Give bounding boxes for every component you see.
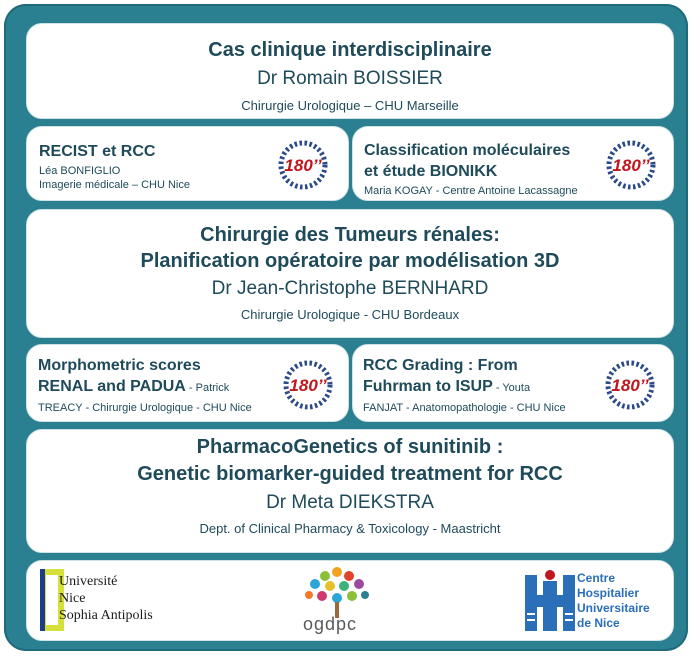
chu-line2: Hospitalier [577,586,640,600]
session-title-line2: Planification opératoire par modélisation 3D [140,250,560,272]
session-card-3d-modelling [26,209,674,338]
uns-line1: Université [59,574,118,589]
talk-author-inline: - Patrick [185,382,230,394]
session-speaker: Dr Romain BOISSIER [257,68,443,89]
talk-card-rcc-grading [352,344,674,422]
chu-nice-logo [523,567,663,637]
talk-title: RECIST et RCC [39,143,156,160]
talk-title-line2: RENAL and PADUA [38,378,186,395]
duration-label: 180’’ [284,156,322,175]
duration-label: 180’’ [612,156,650,175]
talk-author: Léa BONFIGLIO [39,165,121,177]
session-affiliation: Chirurgie Urologique - CHU Bordeaux [240,307,460,322]
chu-line3: Universitaire [577,601,650,615]
chu-line1: Centre [577,571,616,585]
talk-title-line1: RCC Grading : From [363,357,518,374]
session-title-line1: Chirurgie des Tumeurs rénales: [200,224,500,246]
session-title: Cas clinique interdisciplinaire [208,39,492,61]
duration-badge [605,139,657,191]
session-speaker: Dr Meta DIEKSTRA [266,492,434,513]
session-affiliation: Dept. of Clinical Pharmacy & Toxicology - Maastricht [199,521,501,536]
session-title-line1: PharmacoGenetics of sunitinib : [196,436,504,458]
uns-line3: Sophia Antipolis [59,608,153,623]
duration-badge [277,139,329,191]
chu-line4: de Nice [577,616,620,630]
talk-title-line1: Morphometric scores [38,357,201,374]
chu-emblem-icon [523,569,577,635]
universite-nice-logo [37,567,177,635]
talk-author-affiliation: Maria KOGAY - Centre Antoine Lacassagne [364,185,578,197]
talk-title-line2: et étude BIONIKK [364,163,498,180]
uns-line2: Nice [59,591,86,606]
duration-label: 180’’ [289,376,327,395]
talk-card-morphometric [26,344,349,422]
ogdpc-logo [297,564,377,638]
talk-card-bionikk [352,126,674,201]
session-title-line2: Genetic biomarker-guided treatment for RCC [137,463,563,485]
talk-author-inline: - Youta [492,382,531,394]
talk-title-line1: Classification moléculaires [364,142,571,159]
sponsor-logos-card [26,560,674,641]
tree-dots-icon [297,564,377,620]
duration-badge [604,359,656,411]
duration-badge [282,359,334,411]
session-card-pharmacogenetics [26,429,674,553]
duration-label: 180’’ [611,376,649,395]
session-card-clinical-case [26,23,674,119]
talk-card-recist [26,126,349,201]
talk-author-affiliation: TREACY - Chirurgie Urologique - CHU Nice [38,402,252,414]
talk-affiliation: Imagerie médicale – CHU Nice [39,179,190,191]
session-speaker: Dr Jean-Christophe BERNHARD [211,278,489,299]
ogdpc-wordmark: ogdpc [303,614,358,634]
talk-title-line2: Fuhrman to ISUP [363,378,493,395]
session-affiliation: Chirurgie Urologique – CHU Marseille [241,98,459,113]
talk-author-affiliation: FANJAT - Anatomopathologie - CHU Nice [363,402,566,414]
